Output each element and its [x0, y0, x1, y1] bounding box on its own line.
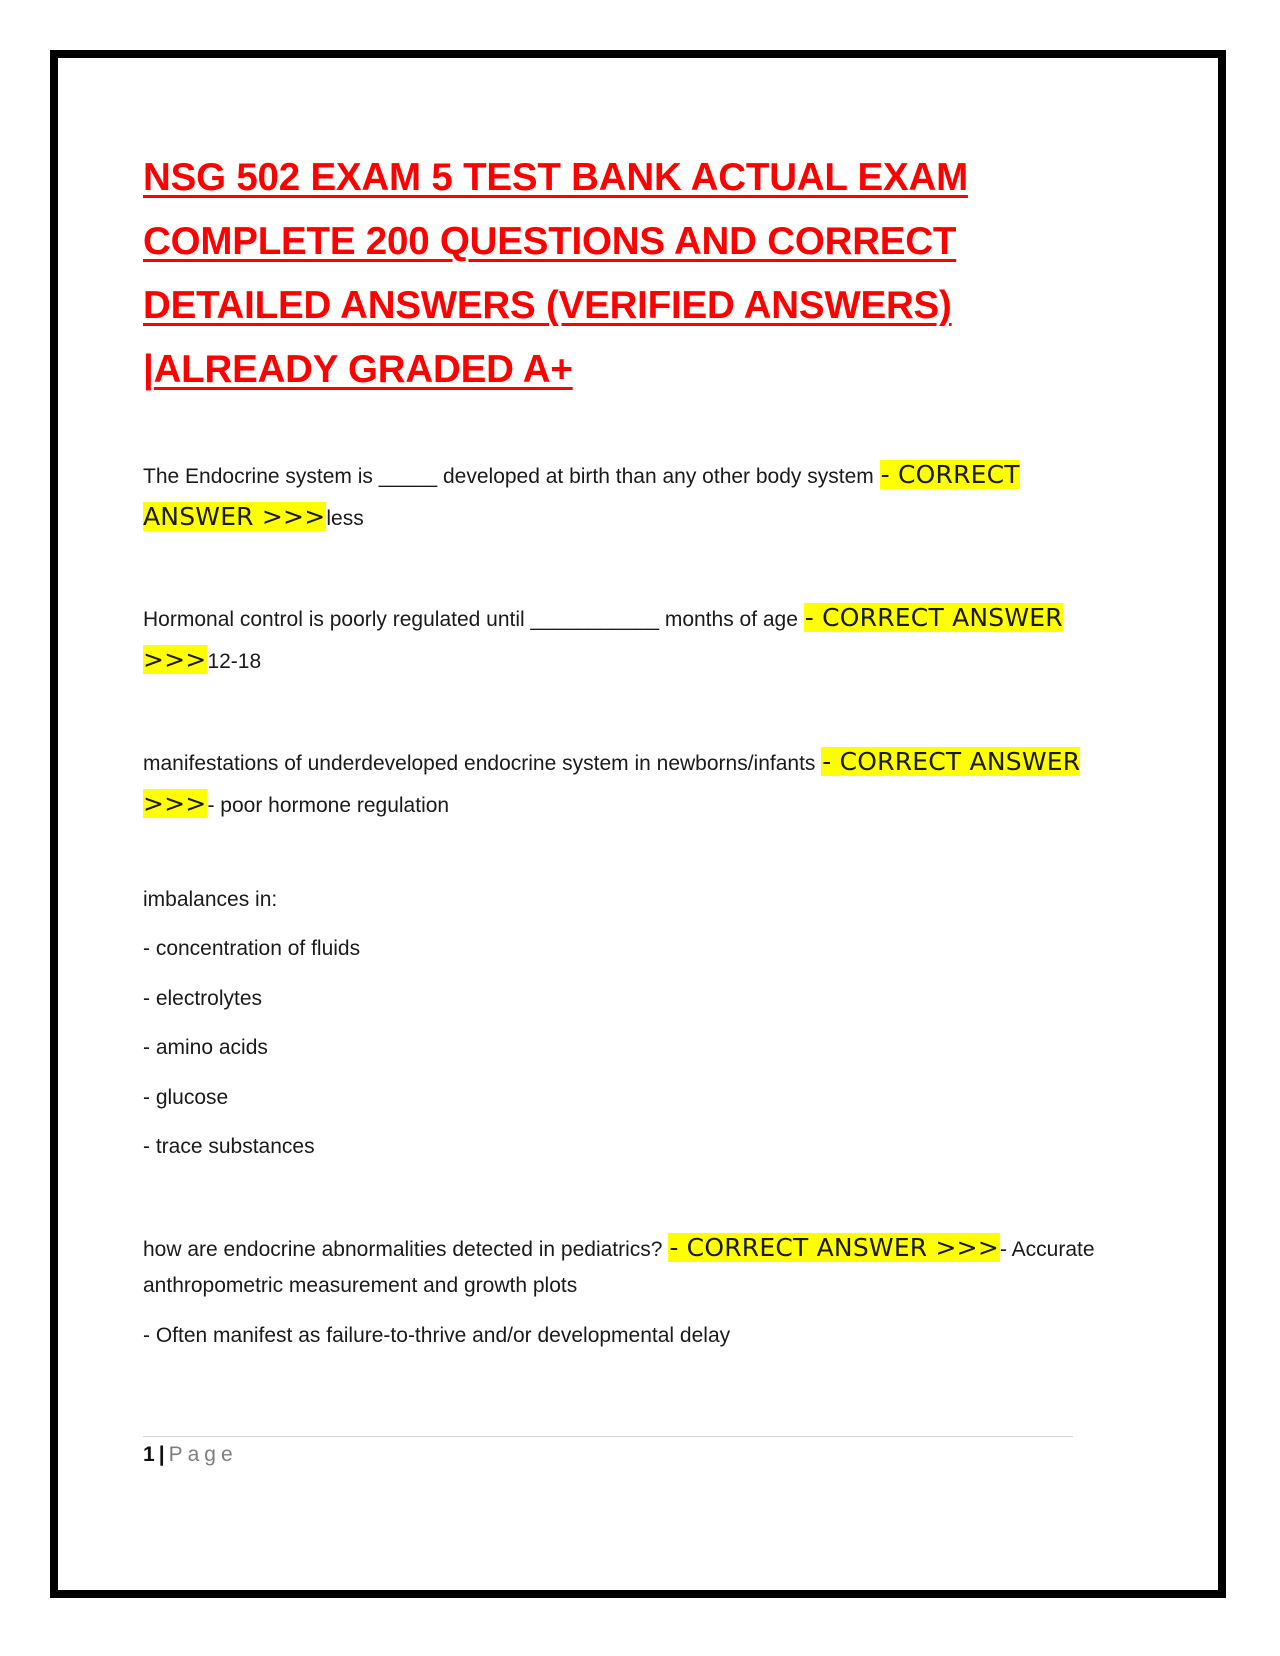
- answer-continuation: - Often manifest as failure-to-thrive and/or developmental delay: [143, 1324, 731, 1347]
- page-number: 1: [143, 1443, 155, 1466]
- qa-item-1: [143, 455, 1103, 539]
- question-text: Hormonal control is poorly regulated until ___________ months of age: [143, 608, 804, 631]
- answer-text: less: [326, 507, 364, 530]
- question-text: how are endocrine abnormalities detected in pediatrics?: [143, 1238, 669, 1261]
- list-item: - trace substances: [143, 1135, 315, 1158]
- correct-answer-marker: - CORRECT ANSWER >>>: [143, 747, 1081, 818]
- footer-divider: [143, 1436, 1073, 1437]
- list-item: - glucose: [143, 1086, 229, 1109]
- correct-answer-marker: - CORRECT ANSWER >>>: [669, 1233, 999, 1262]
- list-item: - concentration of fluids: [143, 937, 361, 960]
- footer-separator: |: [158, 1443, 165, 1466]
- page-label: Page: [168, 1443, 238, 1466]
- question-text: manifestations of underdeveloped endocrine system in newborns/infants: [143, 752, 822, 775]
- answer-text: - poor hormone regulation: [207, 794, 450, 817]
- question-text: The Endocrine system is _____ developed at birth than any other body system: [143, 465, 880, 488]
- answer-text: 12-18: [207, 650, 262, 673]
- qa-item-4: [143, 1230, 1103, 1304]
- list-item: - electrolytes: [143, 987, 263, 1010]
- qa-item-2: [143, 598, 1103, 682]
- answer-text: - Accurate anthropometric measurement and growth plots: [143, 1238, 1095, 1297]
- correct-answer-marker: - CORRECT ANSWER >>>: [143, 460, 1020, 531]
- imbalances-heading: imbalances in:: [143, 888, 278, 911]
- list-item: - amino acids: [143, 1036, 268, 1059]
- page-footer: [143, 1441, 238, 1469]
- correct-answer-marker: - CORRECT ANSWER >>>: [143, 603, 1063, 674]
- document-title: NSG 502 EXAM 5 TEST BANK ACTUAL EXAM COMPLETE 200 QUESTIONS AND CORRECT DETAILED ANSWERS (VERIFIED ANSWERS) |ALREADY GRADED A+: [143, 156, 968, 391]
- qa-item-3: [143, 742, 1103, 826]
